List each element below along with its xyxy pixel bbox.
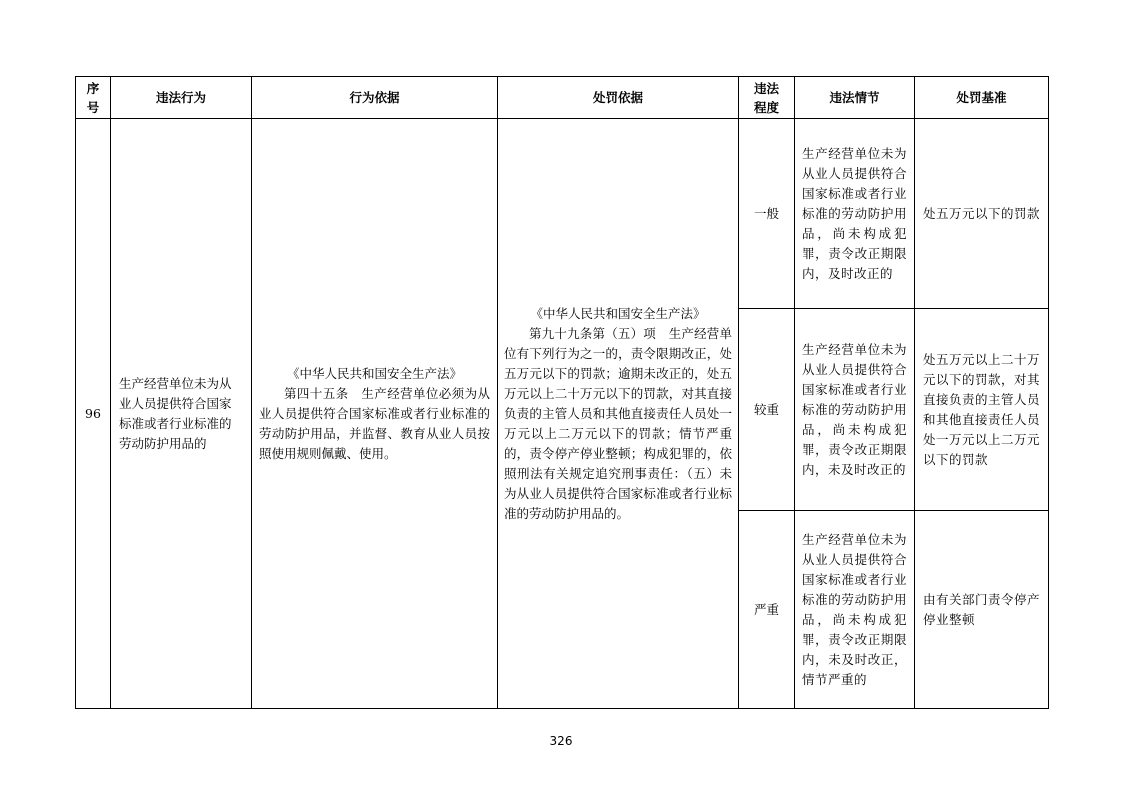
legal-basis-title: 《中华人民共和国安全生产法》 [286, 365, 462, 381]
page-number: 326 [549, 734, 573, 748]
grade-level: 严重 [739, 511, 795, 709]
grade-level: 较重 [739, 309, 795, 511]
table-row [76, 119, 1049, 309]
grade-standard: 处五万元以上二十万元以下的罚款，对其直接负责的主管人员和其他直接责任人员处一万元以上二万元以下的罚款 [915, 309, 1049, 511]
grade-standard: 由有关部门责令停产停业整顿 [915, 511, 1049, 709]
header-level: 违法程度 [739, 77, 795, 119]
grade-circumstance: 生产经营单位未为从业人员提供符合国家标准或者行业标准的劳动防护用品，尚未构成犯罪，责令改正期限内，未及时改正，情节严重的 [795, 511, 915, 709]
header-act: 违法行为 [111, 77, 252, 119]
header-no: 序号 [76, 77, 111, 119]
header-circumstance: 违法情节 [795, 77, 915, 119]
grade-circumstance: 生产经营单位未为从业人员提供符合国家标准或者行业标准的劳动防护用品，尚未构成犯罪，责令改正期限内，未及时改正的 [795, 309, 915, 511]
penalty-basis-cell [498, 119, 739, 709]
penalty-basis-title: 《中华人民共和国安全生产法》 [530, 305, 706, 321]
grade-circumstance: 生产经营单位未为从业人员提供符合国家标准或者行业标准的劳动防护用品，尚未构成犯罪，责令改正期限内，及时改正的 [795, 119, 915, 309]
row-number: 96 [76, 119, 111, 709]
header-basis: 行为依据 [252, 77, 498, 119]
table-header-row [76, 77, 1049, 119]
header-penalty-basis: 处罚依据 [498, 77, 739, 119]
header-standard: 处罚基准 [915, 77, 1049, 119]
penalty-standard-table [75, 76, 1049, 709]
grade-level: 一般 [739, 119, 795, 309]
penalty-basis-text: 第九十九条第（五）项 生产经营单位有下列行为之一的，责令限期改正，处五万元以下的罚款；逾期未改正的，处五万元以上二十万元以下的罚款，对其直接负责的主管人员和其他直接责任人员处一万元以上二万元以下的罚款；情节严重的，责令停产停业整顿；构成犯罪的，依照刑法有关规定追究刑事责任：（五）未为从业人员提供符合国家标准或者行业标准的劳动防护用品的。 [504, 325, 732, 521]
violation-act: 生产经营单位未为从业人员提供符合国家标准或者行业标准的劳动防护用品的 [111, 119, 252, 709]
grade-standard: 处五万元以下的罚款 [915, 119, 1049, 309]
legal-basis-text: 第四十五条 生产经营单位必须为从业人员提供符合国家标准或者行业标准的劳动防护用品，并监督、教育从业人员按照使用规则佩戴、使用。 [259, 385, 490, 461]
legal-basis-cell [252, 119, 498, 709]
